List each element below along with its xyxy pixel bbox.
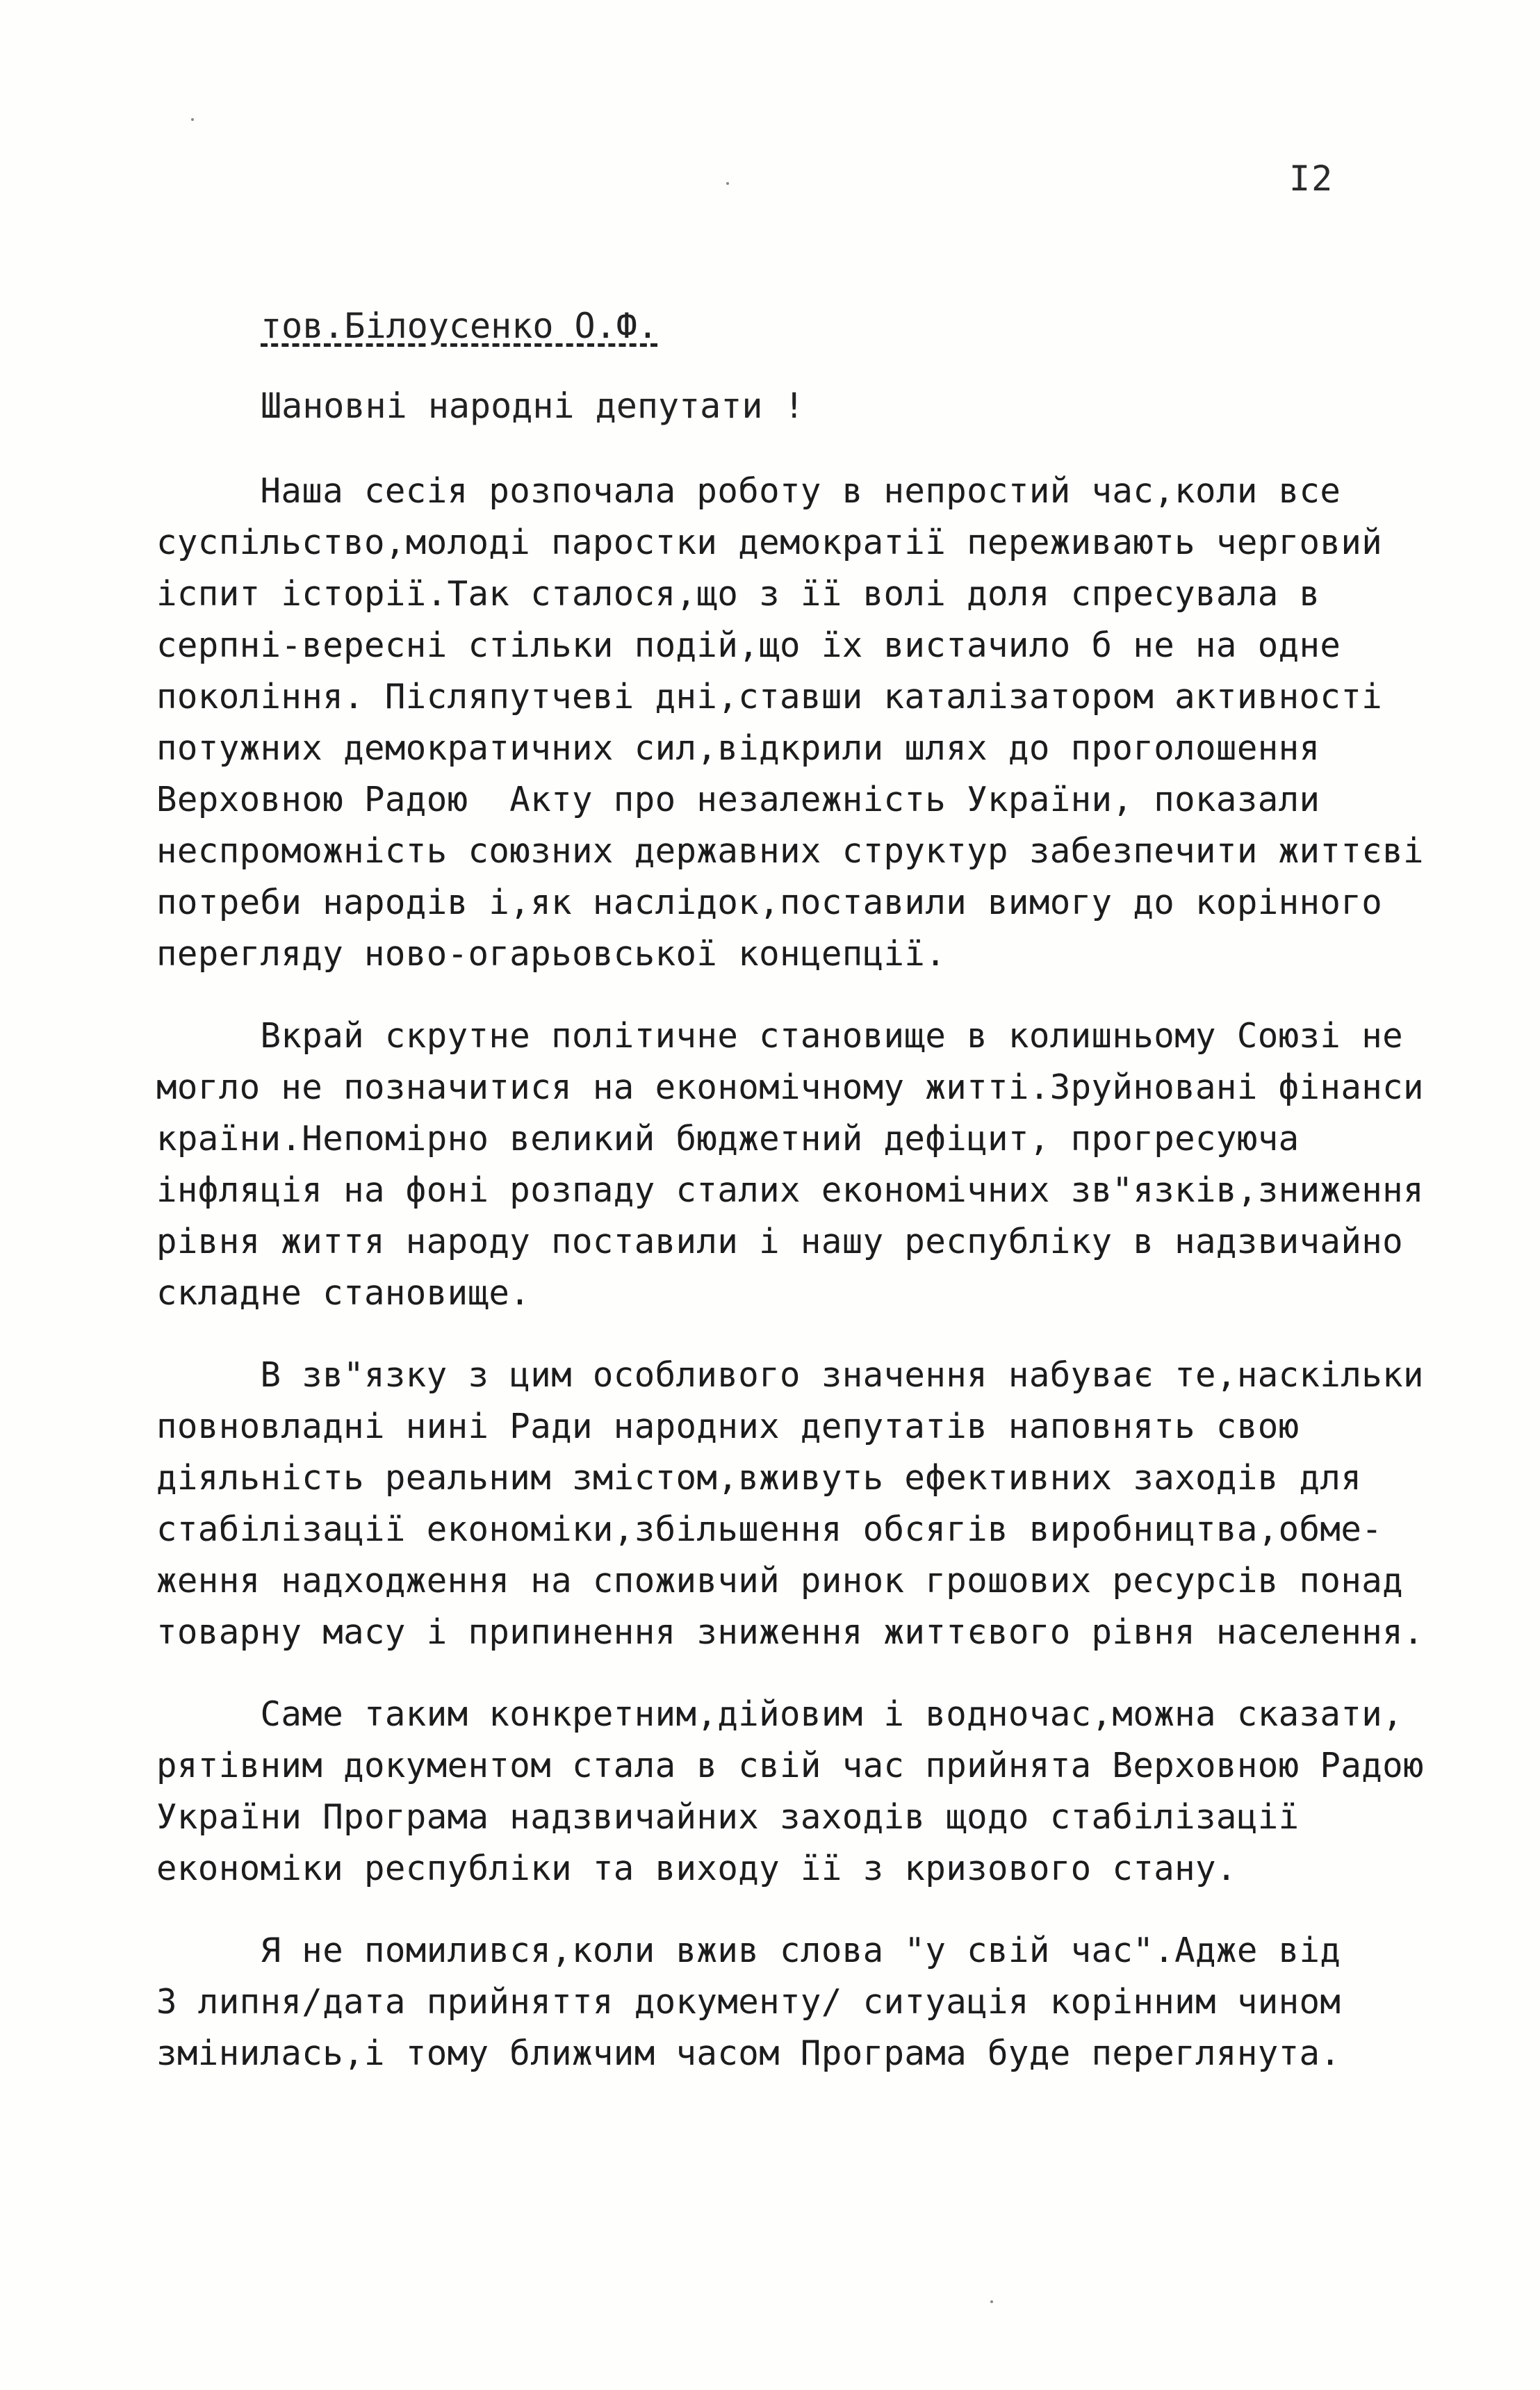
text-line: економіки республіки та виходу її з кризового стану.	[156, 1849, 1237, 1888]
text-line: потреби народів і,як наслідок,поставили вимогу до корінного	[156, 883, 1383, 922]
text-line: могло не позначитися на економічному житті.Зруйновані фінанси	[156, 1067, 1424, 1107]
text-line: іспит історії.Так сталося,що з її волі доля спресувала в	[156, 574, 1320, 614]
text-line: Я не помилився,коли вжив слова "у свій час".Адже від	[156, 1931, 1341, 1970]
paper-speck	[990, 2300, 993, 2303]
text-line: суспільство,молоді паростки демократії переживають черговий	[156, 523, 1383, 562]
page-number: I2	[1289, 158, 1334, 199]
text-line: покоління. Післяпутчеві дні,ставши каталізатором активності	[156, 677, 1383, 717]
text-line: змінилась,і тому ближчим часом Програма буде переглянута.	[156, 2033, 1341, 2073]
paragraph	[156, 1350, 1463, 1658]
text-line: потужних демократичних сил,відкрили шлях до проголошення	[156, 728, 1320, 768]
paper-speck	[191, 118, 194, 121]
text-line: діяльність реальним змістом,вживуть ефективних заходів для	[156, 1458, 1362, 1498]
paragraph	[156, 466, 1463, 980]
text-line: стабілізації економіки,збільшення обсягів виробництва,обме-	[156, 1509, 1383, 1549]
paper-speck	[726, 182, 729, 185]
text-line: рівня життя народу поставили і нашу республіку в надзвичайно	[156, 1222, 1404, 1261]
text-line: рятівним документом стала в свій час прийнята Верховною Радою	[156, 1746, 1424, 1785]
speaker-name: тов.Білоусенко О.Ф.	[261, 306, 658, 346]
greeting: Шановні народні депутати !	[261, 386, 805, 426]
text-line: Саме таким конкретним,дійовим і водночас,можна сказати,	[156, 1694, 1404, 1734]
text-line: товарну масу і припинення зниження життєвого рівня населення.	[156, 1612, 1424, 1652]
text-line: Верховною Радою Акту про незалежність України, показали	[156, 780, 1320, 819]
text-line: повновладні нині Ради народних депутатів наповнять свою	[156, 1407, 1300, 1446]
text-line: Вкрай скрутне політичне становище в колишньому Союзі не	[156, 1016, 1404, 1056]
text-line: неспроможність союзних державних структур забезпечити життєві	[156, 831, 1424, 871]
text-line: України Програма надзвичайних заходів щодо стабілізації	[156, 1797, 1300, 1837]
text-line: серпні-вересні стільки подій,що їх вистачило б не на одне	[156, 625, 1341, 665]
text-line: інфляція на фоні розпаду сталих економічних зв"язків,зниження	[156, 1170, 1424, 1210]
paragraph	[156, 1689, 1463, 1894]
text-line: ження надходження на споживчий ринок грошових ресурсів понад	[156, 1561, 1404, 1601]
text-line: 3 липня/дата прийняття документу/ ситуація корінним чином	[156, 1982, 1341, 2022]
text-line: складне становище.	[156, 1273, 531, 1313]
text-line: перегляду ново-огарьовської концепції.	[156, 934, 947, 974]
speech-body	[156, 466, 1463, 2110]
paragraph	[156, 1925, 1463, 2079]
text-line: країни.Непомірно великий бюджетний дефіцит, прогресуюча	[156, 1119, 1300, 1159]
paragraph	[156, 1010, 1463, 1319]
text-line: Наша сесія розпочала роботу в непростий час,коли все	[156, 471, 1341, 511]
text-line: В зв"язку з цим особливого значення набуває те,наскільки	[156, 1355, 1424, 1395]
